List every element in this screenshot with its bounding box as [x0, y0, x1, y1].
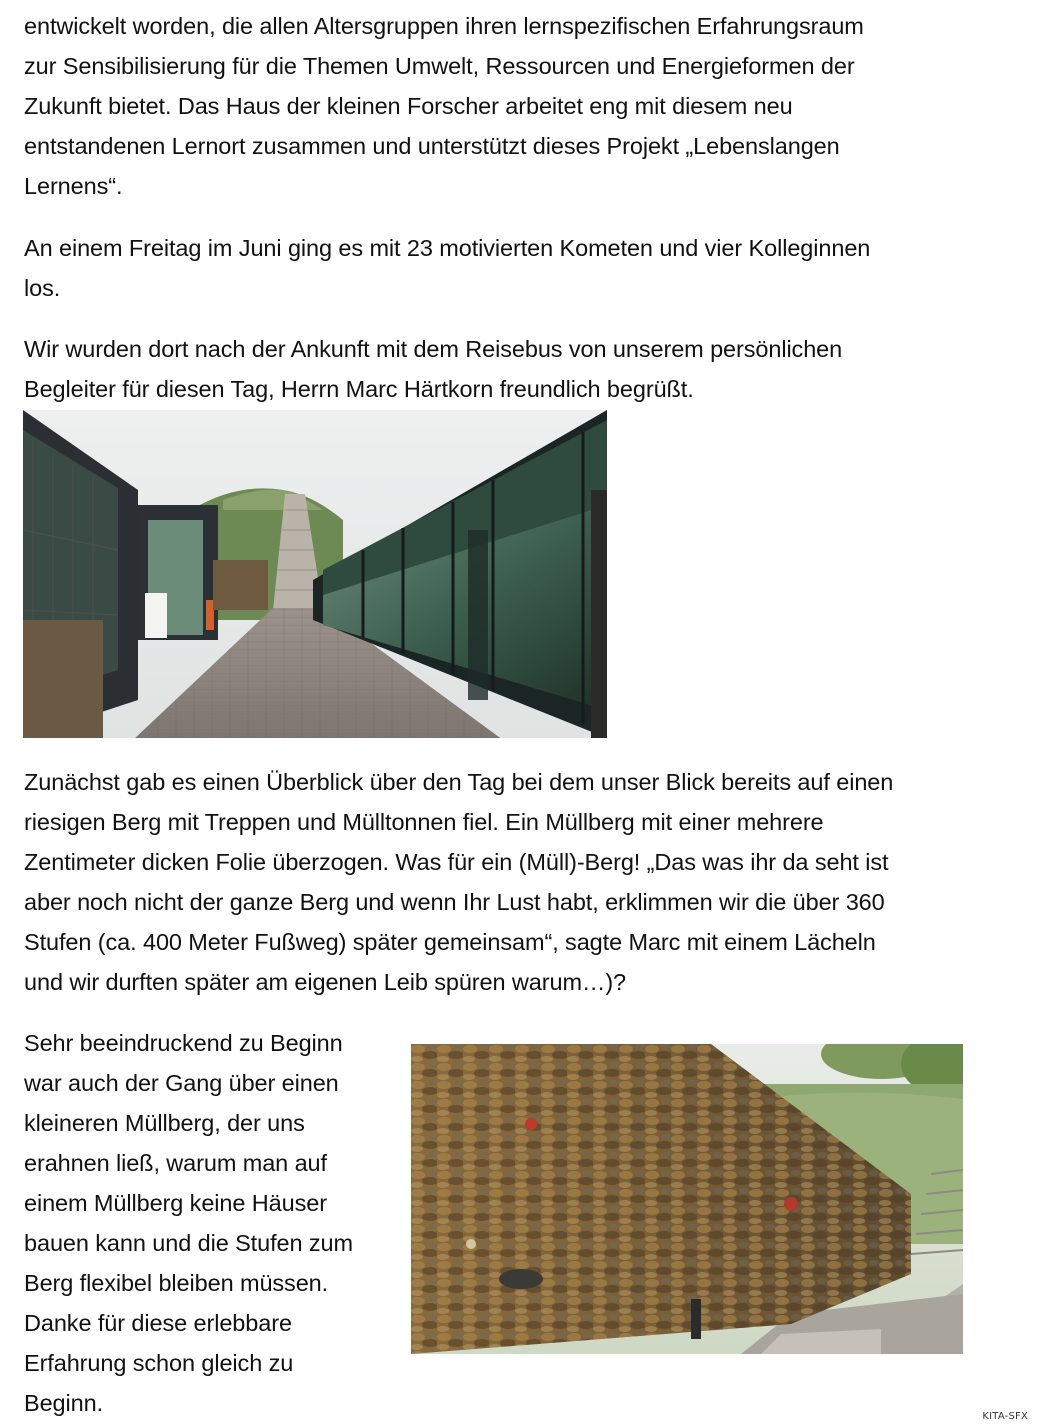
- text-line: los.: [24, 275, 61, 301]
- text-line: entstandenen Lernort zusammen und unterstützt dieses Projekt „Lebenslangen: [24, 133, 840, 159]
- text-line: Stufen (ca. 400 Meter Fußweg) später gemeinsam“, sagte Marc mit einem Lächeln: [24, 929, 876, 955]
- text-line: Sehr beeindruckend zu Beginn: [24, 1030, 343, 1056]
- text-line: zur Sensibilisierung für die Themen Umwelt, Ressourcen und Energieformen der: [24, 53, 855, 79]
- text-line: Wir wurden dort nach der Ankunft mit dem Reisebus von unserem persönlichen: [24, 336, 843, 362]
- text-line: Danke für diese erlebbare: [24, 1310, 292, 1336]
- text-line: einem Müllberg keine Häuser: [24, 1190, 327, 1216]
- text-line: Begleiter für diesen Tag, Herrn Marc Härtkorn freundlich begrüßt.: [24, 376, 694, 402]
- text-line: kleineren Müllberg, der uns: [24, 1110, 305, 1136]
- text-line: Erfahrung schon gleich zu: [24, 1350, 294, 1376]
- paragraph-small-hill: [24, 1023, 353, 1423]
- paragraph-overview: [24, 762, 893, 1002]
- text-line: Zunächst gab es einen Überblick über den Tag bei dem unser Blick bereits auf einen: [24, 769, 894, 795]
- watermark: KITA-SFX: [982, 1411, 1028, 1422]
- text-line: und wir durften später am eigenen Leib spüren warum…)?: [24, 969, 627, 995]
- text-line: riesigen Berg mit Treppen und Mülltonnen fiel. Ein Müllberg mit einer mehrere: [24, 809, 824, 835]
- text-line: An einem Freitag im Juni ging es mit 23 motivierten Kometen und vier Kolleginnen: [24, 235, 871, 261]
- paragraph-departure: [24, 228, 870, 308]
- text-line: Zukunft bietet. Das Haus der kleinen Forscher arbeitet eng mit diesem neu: [24, 93, 793, 119]
- paragraph-intro: [24, 6, 864, 206]
- text-line: entwickelt worden, die allen Altersgruppen ihren lernspezifischen Erfahrungsraum: [24, 13, 864, 39]
- text-line: Berg flexibel bleiben müssen.: [24, 1270, 329, 1296]
- text-line: Beginn.: [24, 1390, 104, 1416]
- text-line: war auch der Gang über einen: [24, 1070, 339, 1096]
- paragraph-arrival: [24, 329, 842, 409]
- text-line: Zentimeter dicken Folie überzogen. Was für ein (Müll)-Berg! „Das was ihr da seht ist: [24, 849, 889, 875]
- walkway-photo: [23, 410, 607, 738]
- text-line: erahnen ließ, warum man auf: [24, 1150, 327, 1176]
- can-wall-photo: [411, 1044, 963, 1354]
- text-line: aber noch nicht der ganze Berg und wenn Ihr Lust habt, erklimmen wir die über 360: [24, 889, 885, 915]
- text-line: bauen kann und die Stufen zum: [24, 1230, 353, 1256]
- text-line: Lernens“.: [24, 173, 123, 199]
